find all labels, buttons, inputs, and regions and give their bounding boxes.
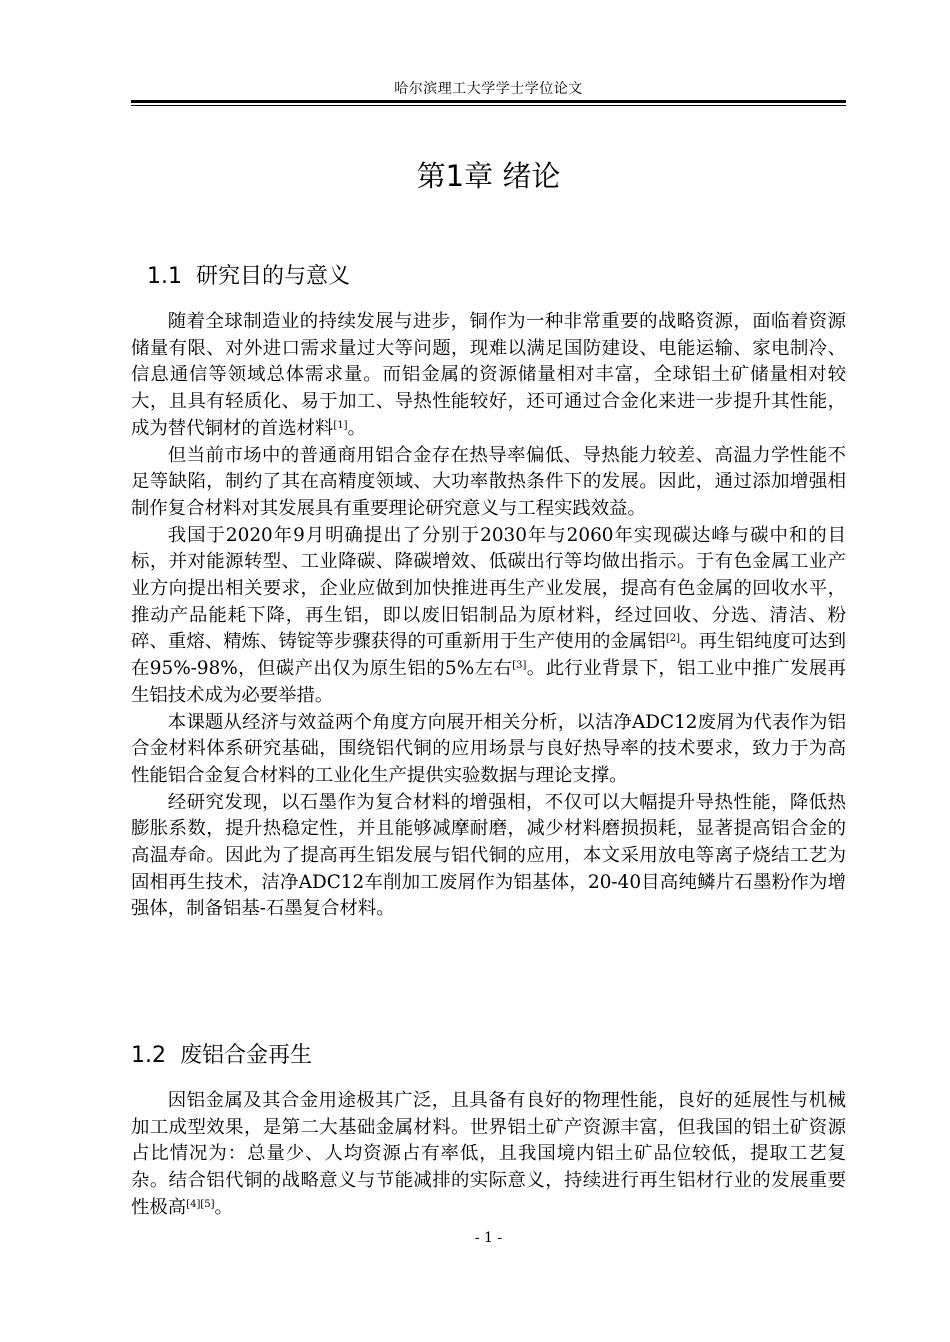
paragraph <box>131 309 846 443</box>
section-heading-1-1 <box>147 259 350 290</box>
section-title: 废铝合金再生 <box>180 1043 313 1068</box>
paragraph-tail: 。 <box>347 417 366 439</box>
section-heading-1-2 <box>131 1038 312 1069</box>
paragraph-text: 但当前市场中的普通商用铝合金存在热导率偏低、导热能力较差、高温力学性能不足等缺陷，制约了其在高精度领域、大功率散热条件下的发展。因此，通过添加增强相制作复合材料对其发展具有重要理论研究意义与工程实践效益。 <box>131 444 846 519</box>
paragraph-text: 我国于2020年9月明确提出了分别于2030年与2060年实现碳达峰与碳中和的目标，并对能源转型、工业降碳、降碳增效、低碳出行等均做出指示。于有色金属工业产业方向提出相关要求，企业应做到加快推进再生产业发展，提高有色金属的回收水平，推动产品能耗下降，再生铝，即以废旧铝制品为原材料，经过回收、分选、清洁、粉碎、重熔、精炼、铸锭等步骤获得的可重新用于生产使用的金属铝 <box>131 524 846 653</box>
paragraph-text: 本课题从经济与效益两个角度方向展开相关分析，以洁净ADC12废屑为代表作为铝合金材料体系研究基础，围绕铝代铜的应用场景与良好热导率的技术要求，致力于为高性能铝合金复合材料的工业化生产提供实验数据与理论支撑。 <box>131 711 846 786</box>
paragraph-text: 随着全球制造业的持续发展与进步，铜作为一种非常重要的战略资源，面临着资源储量有限、对外进口需求量过大等问题，现难以满足国防建设、电能运输、家电制冷、信息通信等领域总体需求量。而铝金属的资源储量相对丰富，全球铝土矿储量相对较大，且具有轻质化、易于加工、导热性能较好，还可通过合金化来进一步提升其性能，成为替代铜材的首选材料 <box>131 311 846 439</box>
section-title: 研究目的与意义 <box>196 264 351 289</box>
section-1-1-body <box>131 309 846 923</box>
section-number: 1.2 <box>131 1043 166 1068</box>
page-number: - 1 - <box>474 1230 503 1246</box>
citation: [4][5] <box>186 1198 215 1210</box>
header-rule-thin <box>131 105 846 106</box>
paragraph <box>131 790 846 924</box>
paragraph-tail: 。 <box>214 1196 233 1218</box>
chapter-title: 第1章 绪论 <box>416 159 561 193</box>
citation: [1] <box>333 419 348 431</box>
paragraph-text: 因铝金属及其合金用途极其广泛，且具备有良好的物理性能，良好的延展性与机械加工成型效果，是第二大基础金属材料。世界铝土矿产资源丰富，但我国的铝土矿资源占比情况为：总量少、人均资源占有率低，且我国境内铝土矿品位较低，提取工艺复杂。结合铝代铜的战略意义与节能减排的实际意义，持续进行再生铝材行业的发展重要性极高 <box>131 1090 846 1218</box>
paragraph-text: 。此行业背景下，铝工业中推广发展再生铝技术成为必要举措。 <box>131 658 846 706</box>
paragraph-text: 。再生铝纯度可达到在95%-98%，但碳产出仅为原生铝的5%左右 <box>131 631 846 680</box>
paragraph <box>131 443 846 523</box>
citation: [3] <box>512 660 527 672</box>
paragraph-text: 经研究发现，以石墨作为复合材料的增强相，不仅可以大幅提升导热性能，降低热膨胀系数，提升热稳定性，并且能够减摩耐磨，减少材料磨损损耗，显著提高铝合金的高温寿命。因此为了提高再生铝发展与铝代铜的应用，本文采用放电等离子烧结工艺为固相再生技术，洁净ADC12车削加工废屑作为铝基体，20-40目高纯鳞片石墨粉作为增强体，制备铝基-石墨复合材料。 <box>131 791 846 920</box>
paragraph <box>131 1088 846 1222</box>
header-rule-thick <box>131 100 846 103</box>
section-1-2-body <box>131 1088 846 1222</box>
paragraph <box>131 523 846 710</box>
section-number: 1.1 <box>147 264 182 289</box>
running-header: 哈尔滨理工大学学士学位论文 <box>394 81 583 97</box>
citation: [2] <box>665 633 680 645</box>
paragraph <box>131 710 846 790</box>
